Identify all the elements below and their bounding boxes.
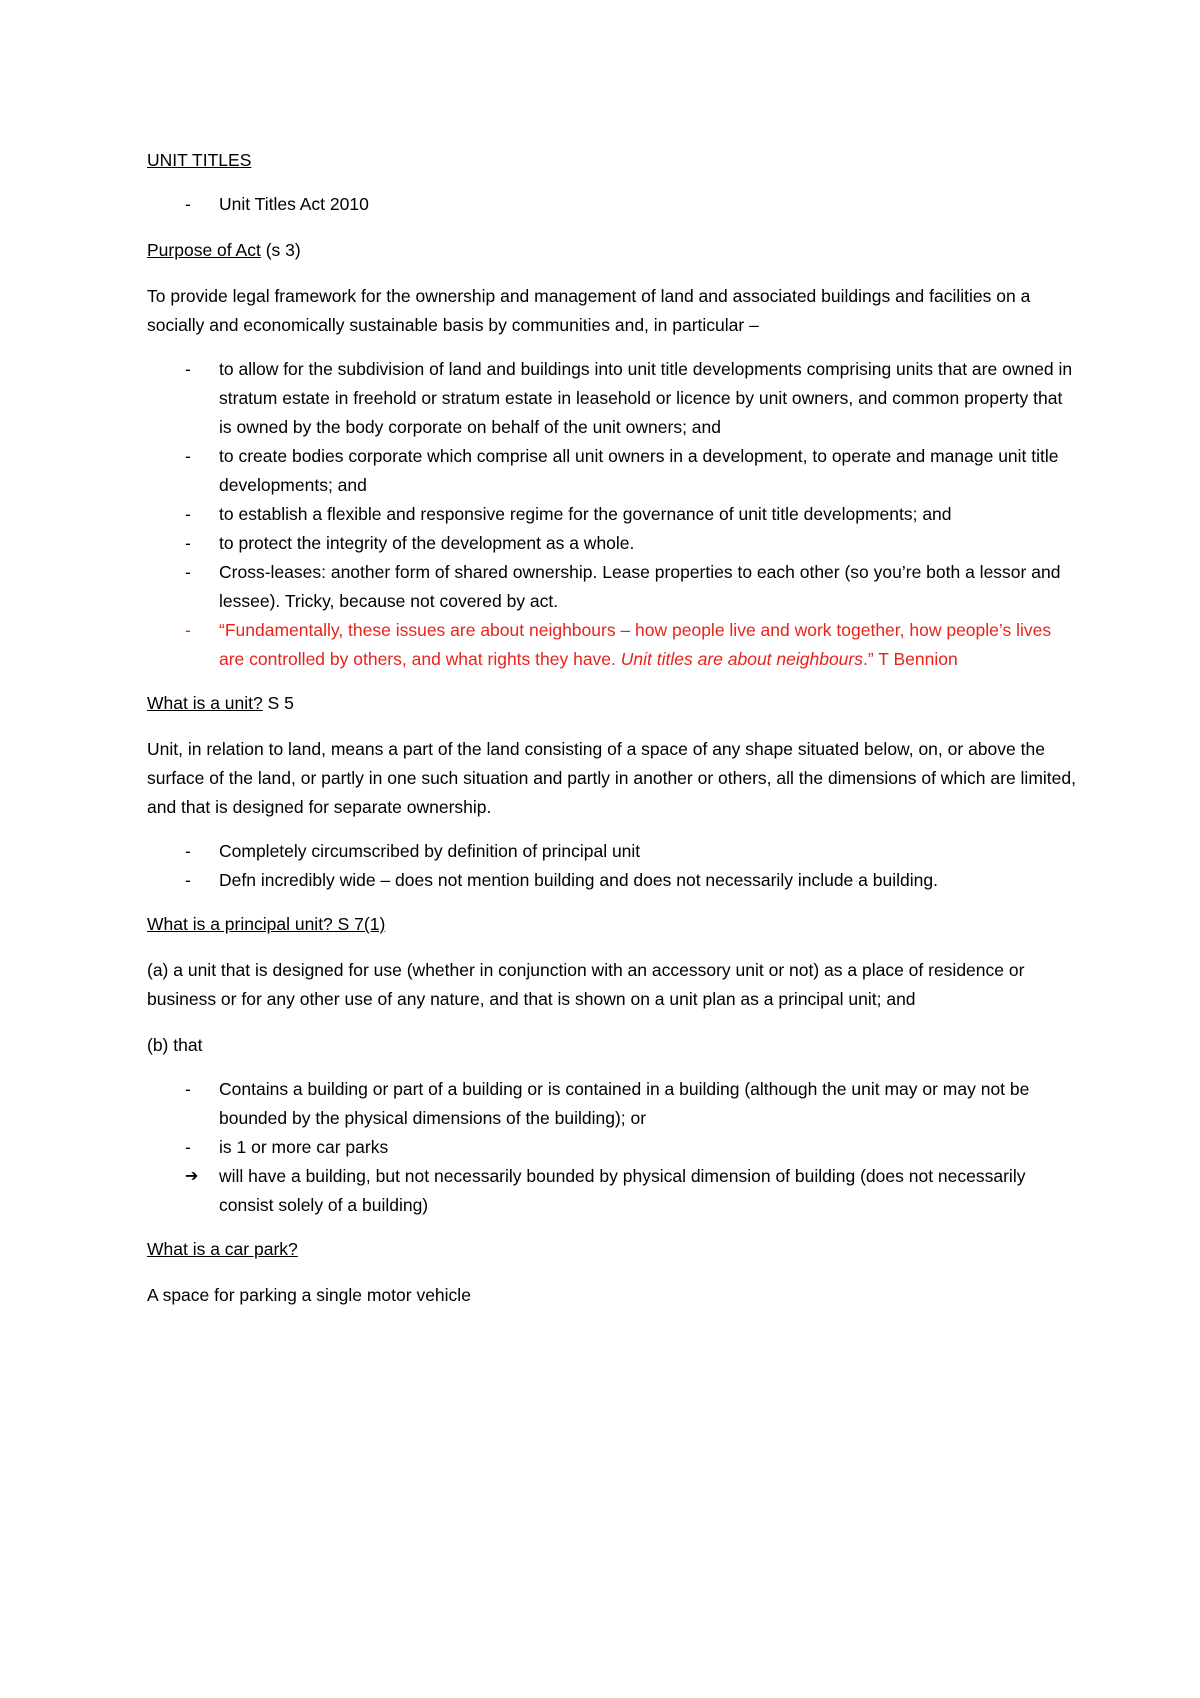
- dash-marker: -: [185, 1137, 191, 1157]
- list-item-text: Defn incredibly wide – does not mention building and does not necessarily include a building.: [219, 870, 938, 890]
- quote-part-1: “Fundamentally, these issues are about neighbours – how people live and work together, how people’s lives are controlled by others, and what rights they have.: [219, 620, 1052, 669]
- purpose-text: To provide legal framework for the ownership and management of land and associated buildings and facilities on a socially and economically sustainable basis by communities and, in particular –: [147, 286, 1031, 335]
- list-item: [147, 1075, 1077, 1133]
- principal-heading: What is a principal unit? S 7(1): [147, 914, 386, 934]
- dash-marker: -: [185, 562, 191, 582]
- principal-list: [147, 1075, 1077, 1220]
- list-item: [147, 500, 1077, 529]
- list-item: [147, 558, 1077, 616]
- list-item: [147, 529, 1077, 558]
- principal-a: (a) a unit that is designed for use (whether in conjunction with an accessory unit or not) as a place of residence or business or for any other use of any nature, and that is shown on a unit plan as a principal unit; and: [147, 960, 1025, 1009]
- arrow-right-icon: ➔: [185, 1168, 199, 1185]
- dash-marker: -: [185, 1079, 191, 1099]
- list-item-text: to protect the integrity of the development as a whole.: [219, 533, 635, 553]
- quote-text: [219, 620, 1051, 669]
- carpark-heading: What is a car park?: [147, 1239, 298, 1259]
- list-item-text: Cross-leases: another form of shared ownership. Lease properties to each other (so you’re both a lessor and lessee). Tricky, because not covered by act.: [219, 562, 1061, 611]
- unit-heading-line: [147, 689, 1077, 718]
- list-item: [147, 355, 1077, 442]
- unit-heading: What is a unit?: [147, 693, 263, 713]
- list-item: [147, 190, 1077, 219]
- list-item-text: Completely circumscribed by definition of principal unit: [219, 841, 641, 861]
- list-item-text: to establish a flexible and responsive regime for the governance of unit title developments; and: [219, 504, 952, 524]
- document-body: [147, 146, 1077, 1310]
- document-title: UNIT TITLES: [147, 150, 252, 170]
- dash-marker: -: [185, 841, 191, 861]
- list-item-text: to allow for the subdivision of land and buildings into unit title developments comprising units that are owned in stratum estate in freehold or stratum estate in leasehold or licence by unit owners, and common property that is owned by the body corporate on behalf of the unit owners; and: [219, 359, 1073, 437]
- list-item: [147, 442, 1077, 500]
- arrow-list-item: [147, 1162, 1077, 1220]
- intro-list: [147, 190, 1077, 219]
- principal-b: (b) that: [147, 1035, 203, 1055]
- dash-marker: -: [185, 504, 191, 524]
- unit-ref: S 5: [262, 693, 294, 713]
- purpose-ref: (s 3): [260, 240, 301, 260]
- unit-list: [147, 837, 1077, 895]
- dash-marker: -: [185, 194, 191, 214]
- dash-marker: -: [185, 533, 191, 553]
- dash-marker: -: [185, 446, 191, 466]
- purpose-heading-line: [147, 236, 1077, 265]
- unit-text: Unit, in relation to land, means a part of the land consisting of a space of any shape situated below, on, or above the surface of the land, or partly in one such situation and partly in another or others, all the dimensions of which are limited, and that is designed for separate ownership.: [147, 739, 1076, 817]
- purpose-heading: Purpose of Act: [147, 240, 261, 260]
- list-item-text: will have a building, but not necessarily bounded by physical dimension of building (does not necessarily consist solely of a building): [219, 1166, 1026, 1215]
- list-item-text: Unit Titles Act 2010: [219, 194, 369, 214]
- purpose-list: [147, 355, 1077, 674]
- dash-marker: -: [185, 870, 191, 890]
- quote-part-2: .” T Bennion: [863, 649, 958, 669]
- dash-marker: -: [185, 620, 191, 640]
- list-item-text: is 1 or more car parks: [219, 1137, 389, 1157]
- list-item-text: to create bodies corporate which comprise all unit owners in a development, to operate and manage unit title developments; and: [219, 446, 1059, 495]
- quote-list-item: [147, 616, 1077, 674]
- list-item: [147, 1133, 1077, 1162]
- list-item-text: Contains a building or part of a building or is contained in a building (although the unit may or may not be bounded by the physical dimensions of the building); or: [219, 1079, 1030, 1128]
- carpark-text: A space for parking a single motor vehicle: [147, 1285, 471, 1305]
- quote-italic: Unit titles are about neighbours: [620, 649, 863, 669]
- dash-marker: -: [185, 359, 191, 379]
- list-item: [147, 837, 1077, 866]
- list-item: [147, 866, 1077, 895]
